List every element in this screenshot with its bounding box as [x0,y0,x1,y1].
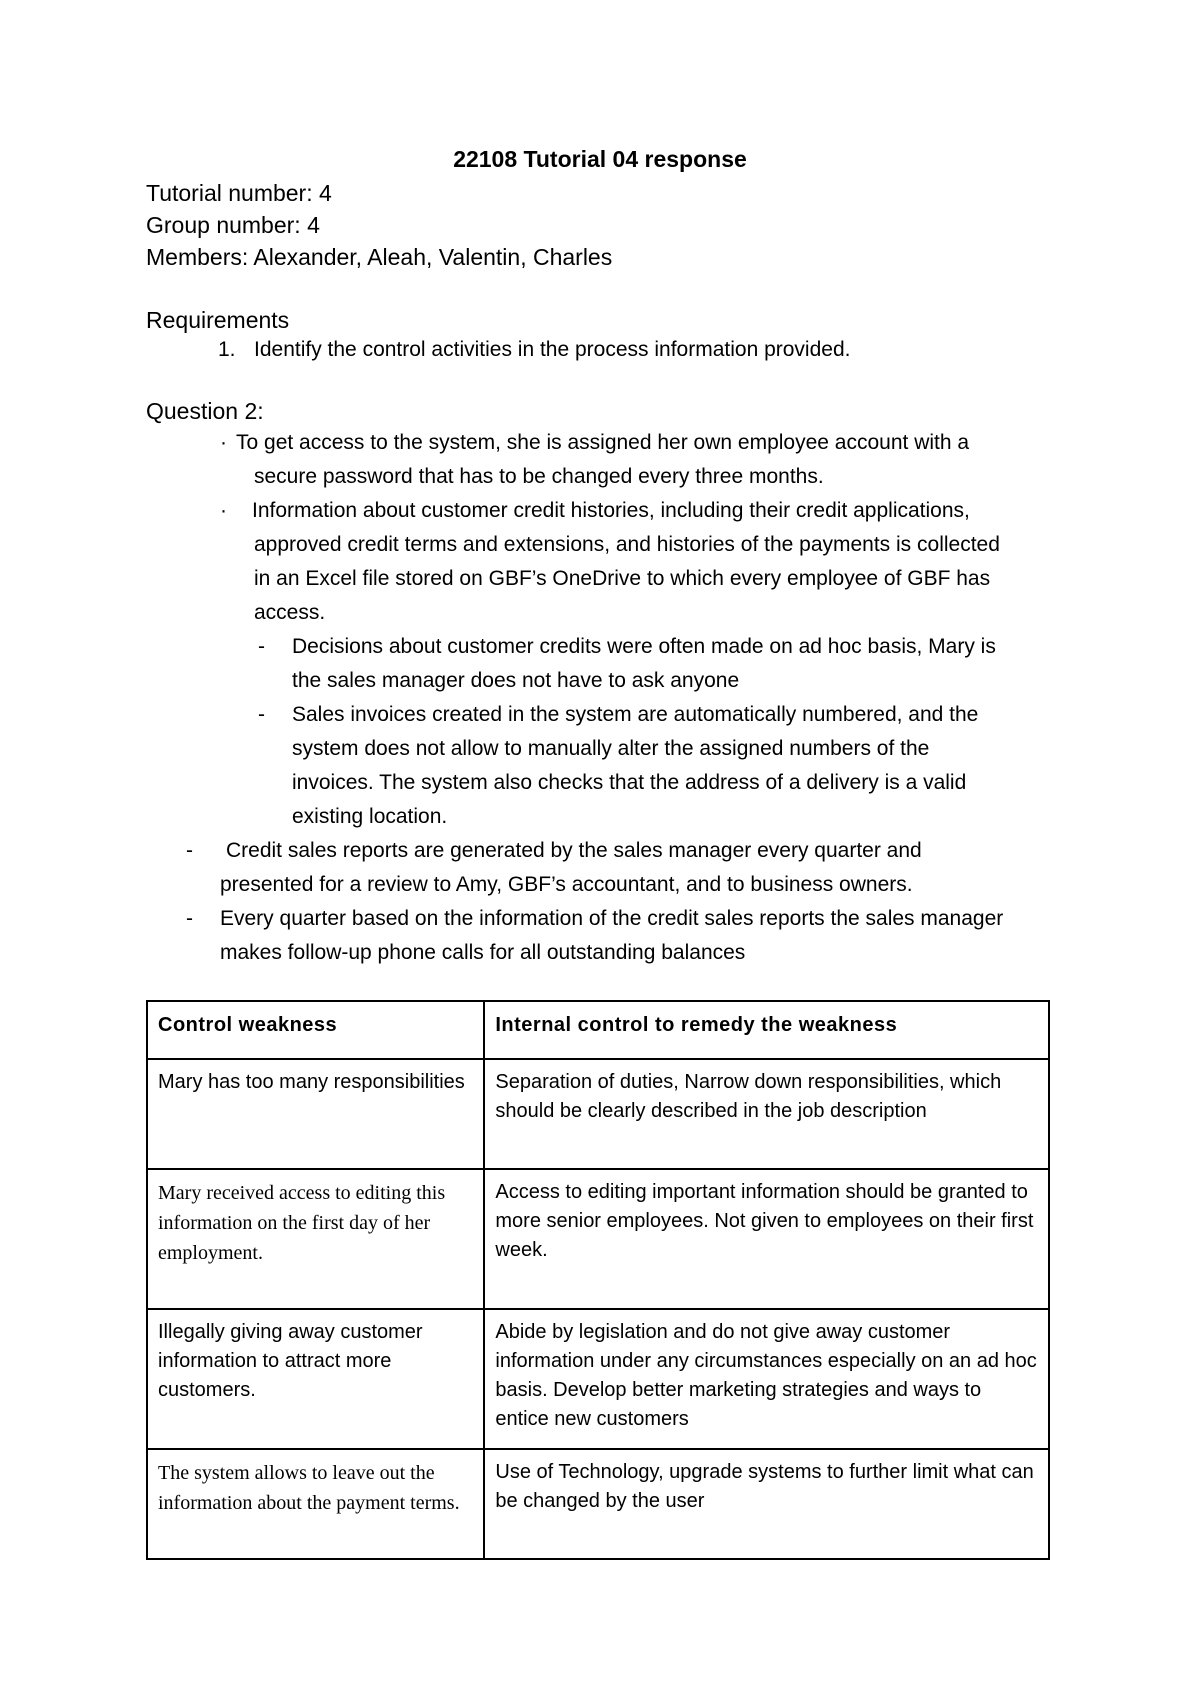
bullet-dash: - [186,907,193,930]
control-weakness-table [146,1000,1050,1560]
table-cell: Access to editing important information should be granted to more senior employees. Not given to employees on their first week. [484,1169,1049,1309]
bullet-dash: - [186,839,193,862]
tutorial-number: Tutorial number: 4 [146,180,332,206]
list-item-line: access. [254,601,326,624]
list-item-line: makes follow-up phone calls for all outstanding balances [220,941,746,964]
bullet-dash: - [258,703,265,726]
list-item-line: Sales invoices created in the system are automatically numbered, and the [292,703,979,726]
list-item-line: the sales manager does not have to ask anyone [292,669,740,692]
list-item-line: presented for a review to Amy, GBF’s accountant, and to business owners. [220,873,913,896]
table-cell: Mary has too many responsibilities [147,1059,484,1169]
table-header-row [147,1001,1049,1059]
list-item-line: Information about customer credit histories, including their credit applications, [252,499,970,522]
group-number: Group number: 4 [146,212,320,238]
table-cell: Separation of duties, Narrow down responsibilities, which should be clearly described in the job description [484,1059,1049,1169]
table-cell: Use of Technology, upgrade systems to further limit what can be changed by the user [484,1449,1049,1559]
requirements-heading: Requirements [146,307,290,333]
list-item-line: in an Excel file stored on GBF’s OneDrive to which every employee of GBF has [254,567,991,590]
table-row [147,1309,1049,1449]
bullet-dash: - [258,635,265,658]
members-line: Members: Alexander, Aleah, Valentin, Charles [146,244,613,270]
list-item-line: existing location. [292,805,448,828]
list-item-line: invoices. The system also checks that the address of a delivery is a valid [292,771,967,794]
table-row [147,1169,1049,1309]
list-item-line: Every quarter based on the information of the credit sales reports the sales manager [220,907,1004,930]
table-cell: The system allows to leave out the information about the payment terms. [147,1449,484,1559]
header-internal-control: Internal control to remedy the weakness [484,1001,1049,1059]
document-title: 22108 Tutorial 04 response [453,146,747,172]
table-row [147,1059,1049,1169]
header-control-weakness: Control weakness [147,1001,484,1059]
list-item-line: approved credit terms and extensions, and histories of the payments is collected [254,533,1000,556]
question-heading: Question 2: [146,398,264,424]
table-row [147,1449,1049,1559]
list-item-line: To get access to the system, she is assigned her own employee account with a [236,431,970,454]
list-item-line: Credit sales reports are generated by the sales manager every quarter and [226,839,922,862]
table-cell: Mary received access to editing this information on the first day of her employment. [147,1169,484,1309]
bullet-dot: · [220,499,227,522]
requirement-number: 1. [218,338,236,361]
table-cell: Abide by legislation and do not give away customer information under any circumstances especially on an ad hoc basis. Develop better marketing strategies and ways to entice new customers [484,1309,1049,1449]
bullet-dot: · [220,431,227,454]
list-item-line: system does not allow to manually alter the assigned numbers of the [292,737,930,760]
requirement-text: Identify the control activities in the process information provided. [254,338,851,361]
table-cell: Illegally giving away customer information to attract more customers. [147,1309,484,1449]
list-item-line: Decisions about customer credits were often made on ad hoc basis, Mary is [292,635,996,658]
list-item-line: secure password that has to be changed every three months. [254,465,824,488]
